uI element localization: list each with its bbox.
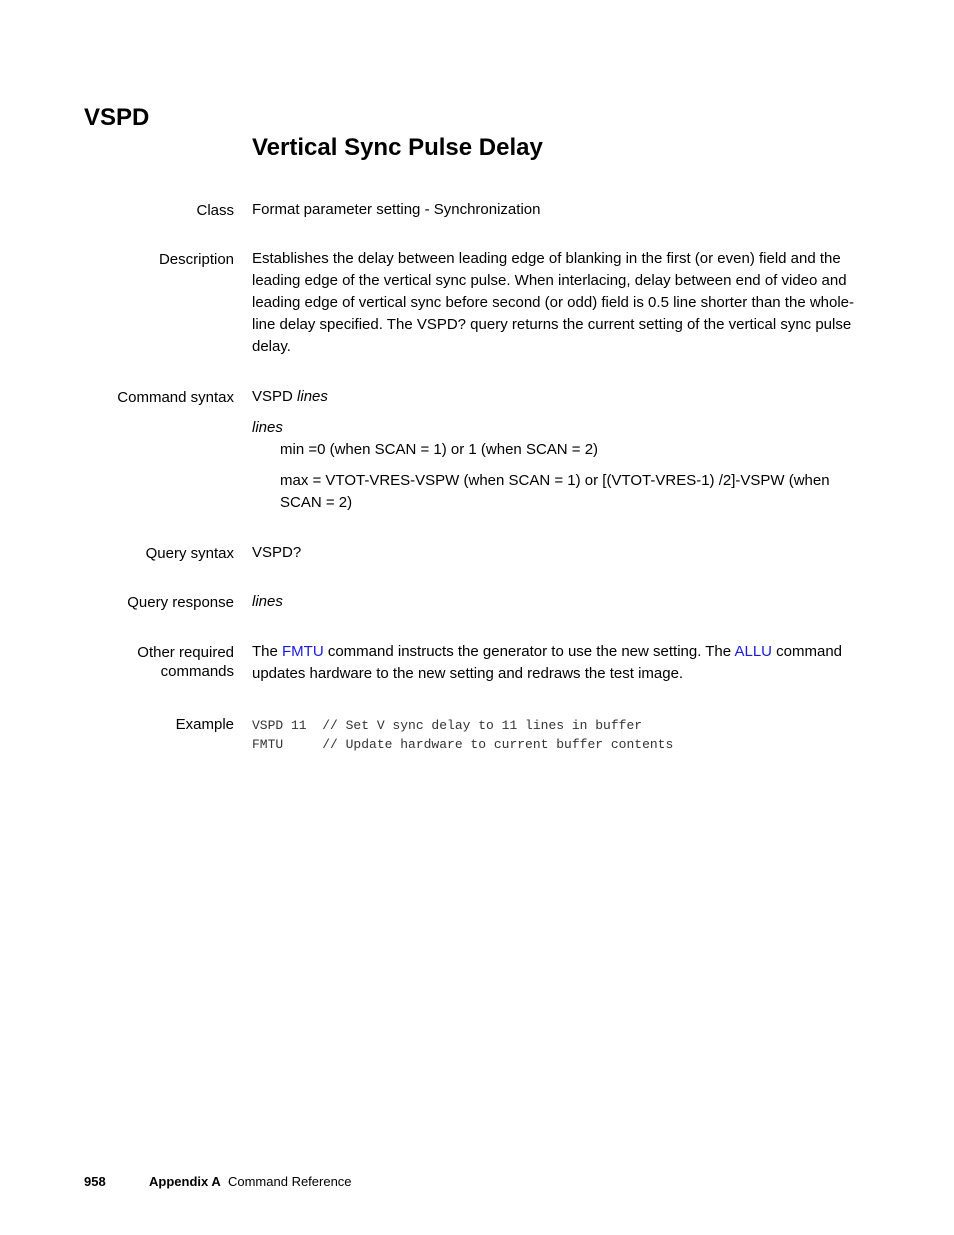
query-response-label: Query response	[127, 594, 234, 611]
other-required-text-1: The	[252, 643, 283, 660]
page-title: Vertical Sync Pulse Delay	[252, 134, 543, 161]
query-syntax-text: VSPD?	[252, 544, 302, 561]
other-required-text	[252, 641, 872, 685]
page-number: 958	[84, 1174, 106, 1189]
other-required-label	[34, 643, 234, 681]
fmtu-link[interactable]: FMTU	[282, 643, 324, 660]
footer-appendix: Appendix A	[149, 1174, 221, 1189]
description-label: Description	[158, 251, 234, 268]
command-name: VSPD	[84, 104, 150, 131]
example-code-line-2: FMTU // Update hardware to current buffer contents	[252, 737, 674, 752]
class-text: Format parameter setting - Synchronization	[252, 201, 541, 218]
query-syntax-label: Query syntax	[145, 545, 234, 562]
param-name: lines	[252, 419, 283, 436]
other-required-text-2: command instructs the generator to use the new setting. The	[323, 643, 735, 660]
command-syntax-label: Command syntax	[117, 389, 234, 406]
running-footer	[149, 1174, 352, 1189]
footer-section: Command Reference	[227, 1174, 352, 1189]
param-min: min =0 (when SCAN = 1) or 1 (when SCAN = 2)	[280, 441, 599, 458]
description-text: Establishes the delay between leading edge of blanking in the first (or even) field and the leading edge of the vertical sync pulse. When interlacing, delay between end of video and leading edge of vertical sync before second (or odd) field is 0.5 line shorter than the whole-line delay specified. The VSPD? query returns the current setting of the vertical sync pulse delay.	[252, 250, 855, 355]
command-syntax-param: lines	[297, 388, 328, 405]
other-required-label-line1: Other required	[137, 644, 234, 661]
example-code-line-1: VSPD 11 // Set V sync delay to 11 lines in buffer	[252, 718, 643, 733]
class-label: Class	[196, 202, 234, 219]
example-label: Example	[175, 716, 234, 733]
other-required-label-line2: commands	[160, 663, 234, 680]
query-response-text: lines	[252, 593, 283, 610]
other-required-text-3: command updates hardware to the new setting and redraws the test image.	[252, 643, 843, 682]
param-max: max = VTOT-VRES-VSPW (when SCAN = 1) or [(VTOT-VRES-1) /2]-VSPW (when SCAN = 2)	[280, 472, 830, 511]
command-syntax-line	[252, 386, 872, 408]
allu-link[interactable]: ALLU	[734, 643, 772, 660]
command-syntax-command: VSPD	[252, 388, 293, 405]
